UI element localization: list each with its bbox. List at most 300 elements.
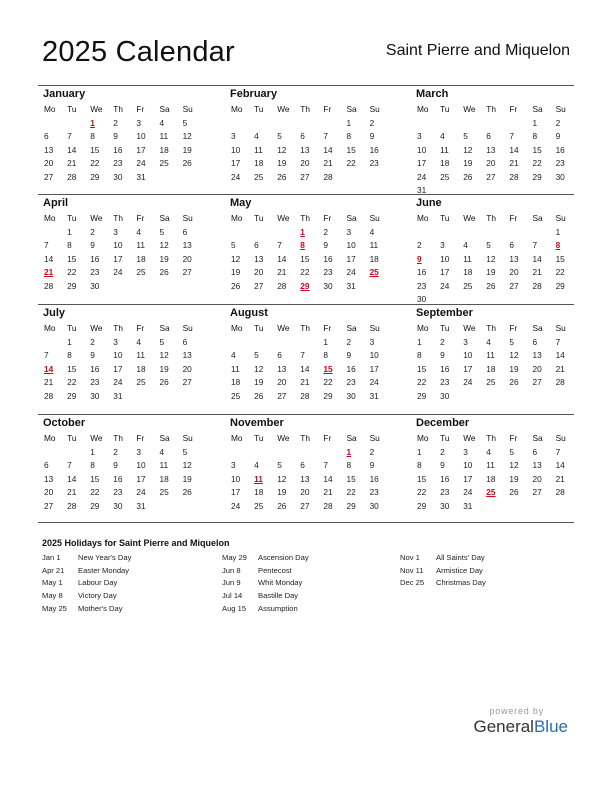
day-cell: 8 (323, 350, 328, 360)
week-row (42, 459, 204, 473)
day-cell: 27 (300, 171, 310, 182)
day-cell: 6 (300, 131, 305, 141)
holiday-entry (222, 552, 309, 565)
weekday-label: Sa (159, 213, 170, 223)
day-cell: 4 (159, 117, 165, 128)
month-march (415, 88, 577, 198)
week-row (415, 390, 577, 404)
weekday-label: We (90, 433, 103, 443)
empty-cell (554, 390, 577, 404)
day-cell: 20 (300, 487, 310, 497)
day-cell: 13 (182, 350, 192, 360)
weekday-label: Su (555, 323, 566, 333)
day-cell: 17 (463, 363, 473, 374)
day-cell: 26 (277, 171, 287, 182)
weekday-label: Fr (323, 433, 332, 443)
day-cell: 3 (346, 226, 352, 237)
weekday-header (415, 432, 577, 446)
weekday-label: Th (113, 433, 123, 443)
empty-cell (507, 293, 530, 307)
weekday-label: Tu (67, 213, 77, 223)
weekday-header (415, 212, 577, 226)
day-cell: 10 (463, 350, 473, 360)
month-name: May (230, 197, 252, 209)
day-cell: 14 (323, 473, 333, 484)
empty-cell (42, 226, 65, 240)
week-row (229, 130, 391, 144)
day-cell: 2 (323, 226, 328, 237)
day-cell: 3 (463, 336, 468, 347)
weekday-label: We (277, 104, 290, 114)
day-cell: 9 (323, 240, 328, 250)
day-cell: 18 (486, 473, 496, 484)
day-cell: 17 (113, 253, 123, 264)
weekday-label: Su (369, 433, 380, 443)
holiday-name: New Year's Day (78, 553, 132, 562)
day-cell: 15 (555, 253, 565, 264)
week-row (415, 184, 577, 198)
weekday-label: Fr (323, 104, 332, 114)
day-cell: 3 (113, 336, 118, 347)
day-cell: 24 (113, 267, 123, 277)
day-cell: 6 (532, 446, 538, 457)
day-cell: 10 (440, 253, 450, 264)
day-cell: 14 (44, 253, 54, 264)
day-cell: 18 (369, 253, 379, 264)
week-row (415, 349, 577, 363)
day-cell: 27 (509, 280, 519, 291)
day-cell: 28 (67, 500, 77, 511)
empty-cell (42, 446, 65, 460)
day-cell: 25 (440, 171, 450, 182)
weekday-label: Su (182, 213, 193, 223)
weekday-label: We (90, 213, 103, 223)
day-cell: 17 (369, 363, 379, 374)
weekday-label: Sa (346, 213, 357, 223)
day-cell: 14 (277, 253, 287, 264)
day-cell: 15 (67, 253, 77, 264)
day-cell: 6 (300, 460, 305, 470)
holiday-day: 8 (555, 240, 561, 250)
empty-cell (368, 171, 391, 185)
day-cell: 22 (67, 377, 77, 387)
holiday-entry (400, 552, 486, 565)
day-cell: 8 (67, 350, 72, 360)
week-row (42, 157, 204, 171)
empty-cell (275, 226, 298, 240)
empty-cell (461, 293, 484, 307)
week-row (42, 390, 204, 404)
empty-cell (157, 500, 180, 514)
month-august (229, 307, 391, 403)
day-cell: 13 (44, 473, 54, 484)
holiday-name: Pentecost (258, 565, 292, 575)
week-row (229, 266, 391, 280)
empty-cell (229, 117, 252, 131)
day-cell: 20 (532, 473, 542, 484)
week-row (42, 336, 204, 350)
week-row (415, 446, 577, 460)
day-cell: 16 (323, 253, 333, 264)
empty-cell (484, 500, 507, 514)
day-cell: 7 (300, 350, 305, 360)
week-row (229, 336, 391, 350)
weekday-label: Tu (254, 323, 264, 333)
day-cell: 20 (182, 253, 192, 264)
week-row (42, 130, 204, 144)
weekday-label: Su (555, 104, 566, 114)
day-cell: 15 (90, 473, 100, 484)
day-cell: 23 (369, 158, 379, 168)
empty-cell (134, 390, 157, 404)
empty-cell (530, 184, 553, 198)
day-cell: 13 (277, 363, 287, 374)
weekday-label: Fr (323, 213, 332, 223)
empty-cell (252, 336, 275, 350)
day-cell: 22 (67, 267, 77, 277)
week-row (415, 459, 577, 473)
weekday-label: Sa (346, 323, 357, 333)
day-cell: 4 (486, 446, 491, 457)
weekday-label: Tu (254, 213, 264, 223)
day-cell: 12 (509, 350, 519, 360)
day-cell: 31 (417, 185, 427, 195)
day-cell: 23 (323, 267, 333, 277)
day-cell: 16 (440, 473, 450, 484)
weekday-label: Mo (231, 104, 243, 114)
weekday-label: Su (555, 213, 566, 223)
day-cell: 21 (555, 363, 565, 374)
day-cell: 18 (486, 363, 496, 374)
day-cell: 18 (254, 487, 264, 497)
holiday-name: Victory Day (78, 591, 117, 601)
empty-cell (415, 226, 438, 240)
day-cell: 9 (440, 350, 445, 360)
day-cell: 26 (509, 377, 519, 387)
day-cell: 5 (159, 336, 165, 347)
day-cell: 31 (113, 390, 123, 401)
day-cell: 1 (417, 446, 422, 457)
empty-cell (484, 293, 507, 307)
day-cell: 10 (463, 460, 473, 470)
day-cell: 7 (555, 446, 561, 457)
weekday-label: Tu (67, 433, 77, 443)
day-cell: 9 (113, 131, 118, 141)
day-cell: 5 (231, 240, 236, 250)
day-cell: 30 (417, 294, 427, 304)
day-cell: 25 (254, 500, 264, 511)
holiday-date: Nov 1 (400, 553, 420, 562)
holiday-name: Assumption (258, 603, 298, 613)
day-cell: 28 (67, 171, 77, 182)
day-cell: 8 (532, 131, 538, 141)
day-cell: 5 (182, 117, 188, 128)
weekday-label: Th (300, 323, 310, 333)
empty-cell (530, 390, 553, 404)
day-cell: 2 (440, 336, 445, 347)
weekday-label: Th (113, 213, 123, 223)
holiday-entry (42, 552, 131, 565)
day-cell: 5 (254, 350, 259, 360)
empty-cell (461, 226, 484, 240)
day-cell: 28 (532, 280, 542, 291)
day-cell: 3 (231, 460, 236, 470)
holiday-name: Ascension Day (258, 553, 309, 562)
day-cell: 7 (555, 336, 561, 347)
weekday-label: Tu (440, 323, 450, 333)
day-cell: 22 (90, 487, 100, 497)
week-row (42, 486, 204, 500)
week-row (229, 390, 391, 404)
week-row (415, 144, 577, 158)
day-cell: 10 (231, 144, 241, 155)
week-row (229, 226, 391, 240)
week-row (415, 363, 577, 377)
empty-cell (111, 280, 134, 294)
weekday-label: Fr (509, 213, 518, 223)
day-cell: 26 (509, 487, 519, 497)
month-name: December (416, 417, 470, 429)
empty-cell (344, 171, 367, 185)
day-cell: 25 (231, 390, 241, 401)
day-cell: 13 (300, 144, 310, 155)
day-cell: 15 (346, 473, 356, 484)
day-cell: 6 (182, 336, 188, 347)
weekday-label: We (277, 433, 290, 443)
empty-cell (484, 226, 507, 240)
day-cell: 6 (509, 240, 514, 250)
week-row (415, 293, 577, 307)
day-cell: 14 (67, 144, 77, 155)
country-name: Saint Pierre and Miquelon (385, 42, 570, 59)
empty-cell (181, 390, 204, 404)
month-name: March (416, 88, 449, 100)
day-cell: 26 (277, 500, 287, 511)
brand-name-blue: Blue (533, 717, 568, 736)
weekday-label: Mo (44, 104, 56, 114)
week-row (415, 336, 577, 350)
day-cell: 4 (440, 131, 445, 141)
day-cell: 22 (417, 487, 427, 497)
day-cell: 30 (113, 171, 123, 182)
weekday-label: Sa (159, 433, 170, 443)
day-cell: 7 (44, 240, 49, 250)
empty-cell (484, 184, 507, 198)
day-cell: 26 (486, 280, 496, 291)
week-row (42, 363, 204, 377)
day-cell: 1 (555, 226, 561, 237)
day-cell: 19 (254, 377, 264, 387)
day-cell: 3 (136, 446, 141, 457)
day-cell: 3 (231, 131, 236, 141)
day-cell: 25 (159, 158, 169, 168)
day-cell: 23 (417, 280, 427, 291)
empty-cell (65, 117, 88, 131)
day-cell: 12 (159, 240, 169, 250)
day-cell: 8 (417, 460, 422, 470)
day-cell: 25 (136, 377, 146, 387)
day-cell: 21 (300, 377, 310, 387)
day-cell: 4 (463, 240, 468, 250)
day-cell: 27 (532, 487, 542, 497)
holiday-day: 29 (300, 280, 310, 291)
holiday-date: Dec 25 (400, 578, 425, 588)
day-cell: 10 (417, 144, 427, 155)
day-cell: 7 (323, 460, 328, 470)
day-cell: 20 (182, 363, 192, 374)
empty-cell (157, 280, 180, 294)
day-cell: 1 (417, 336, 422, 347)
weekday-label: Su (369, 323, 380, 333)
day-cell: 18 (254, 158, 264, 168)
empty-cell (275, 336, 298, 350)
day-cell: 16 (346, 363, 356, 374)
week-row (415, 130, 577, 144)
day-cell: 19 (463, 158, 473, 168)
weekday-label: Sa (532, 104, 543, 114)
weekday-label: Fr (136, 104, 145, 114)
day-cell: 19 (486, 267, 496, 277)
empty-cell (484, 390, 507, 404)
day-cell: 9 (369, 460, 375, 470)
month-october (42, 417, 204, 513)
week-row (229, 349, 391, 363)
day-cell: 20 (44, 487, 54, 497)
day-cell: 14 (300, 363, 310, 374)
empty-cell (530, 500, 553, 514)
day-cell: 4 (136, 226, 141, 237)
holiday-name: Armistice Day (436, 565, 483, 575)
empty-cell (484, 117, 507, 131)
day-cell: 16 (440, 363, 450, 374)
holiday-entry (42, 565, 131, 578)
month-name: June (416, 197, 442, 209)
day-cell: 4 (254, 131, 259, 141)
day-cell: 8 (90, 131, 95, 141)
week-row (229, 157, 391, 171)
empty-cell (252, 117, 275, 131)
weekday-label: Mo (231, 433, 243, 443)
day-cell: 16 (417, 267, 427, 277)
day-cell: 13 (509, 253, 519, 264)
week-row (229, 117, 391, 131)
day-cell: 20 (532, 363, 542, 374)
day-cell: 25 (159, 487, 169, 497)
day-cell: 5 (182, 446, 188, 457)
day-cell: 5 (277, 460, 282, 470)
empty-cell (461, 117, 484, 131)
holiday-day: 1 (90, 117, 95, 128)
day-cell: 26 (463, 171, 473, 182)
day-cell: 21 (555, 473, 565, 484)
week-row (229, 500, 391, 514)
day-cell: 4 (231, 350, 236, 360)
day-cell: 15 (417, 473, 427, 484)
weekday-label: Fr (136, 213, 145, 223)
weekday-label: Tu (440, 104, 450, 114)
day-cell: 26 (182, 487, 192, 497)
weekday-label: Fr (509, 323, 518, 333)
holiday-date: Aug 15 (222, 603, 247, 613)
day-cell: 31 (136, 500, 146, 511)
month-january (42, 88, 204, 184)
month-february (229, 88, 391, 184)
holiday-entry (400, 565, 486, 578)
day-cell: 24 (136, 487, 146, 497)
day-cell: 6 (44, 460, 49, 470)
day-cell: 23 (369, 487, 379, 497)
day-cell: 29 (90, 171, 100, 182)
week-row (415, 376, 577, 390)
day-cell: 18 (463, 267, 473, 277)
day-cell: 29 (90, 500, 100, 511)
day-cell: 12 (277, 144, 287, 155)
week-row (229, 376, 391, 390)
holiday-column (400, 552, 486, 590)
day-cell: 24 (136, 158, 146, 168)
day-cell: 20 (300, 158, 310, 168)
day-cell: 27 (532, 377, 542, 387)
month-july (42, 307, 204, 403)
empty-cell (134, 280, 157, 294)
day-cell: 20 (254, 267, 264, 277)
month-name: November (230, 417, 284, 429)
day-cell: 24 (231, 500, 241, 511)
holiday-day: 1 (346, 446, 352, 457)
day-cell: 21 (44, 377, 54, 387)
week-row (229, 459, 391, 473)
day-cell: 11 (159, 460, 169, 470)
month-name: January (43, 88, 86, 100)
day-cell: 12 (486, 253, 496, 264)
day-cell: 2 (113, 446, 118, 457)
holiday-day: 1 (300, 226, 305, 237)
week-row (229, 171, 391, 185)
holiday-name: Bastille Day (258, 591, 299, 601)
day-cell: 6 (182, 226, 188, 237)
weekday-label: Sa (532, 433, 543, 443)
day-cell: 1 (67, 336, 72, 347)
holiday-entry (222, 577, 309, 590)
day-cell: 22 (346, 487, 356, 497)
day-cell: 11 (136, 240, 145, 250)
weekday-label: Su (182, 433, 193, 443)
day-cell: 10 (113, 350, 123, 360)
weekday-label: Th (113, 323, 123, 333)
month-name: September (416, 307, 473, 319)
empty-cell (368, 280, 391, 294)
day-cell: 1 (67, 226, 72, 237)
weekday-label: Mo (231, 323, 243, 333)
day-cell: 30 (323, 280, 333, 291)
week-row (42, 376, 204, 390)
weekday-label: Su (555, 433, 566, 443)
day-cell: 23 (90, 377, 100, 387)
weekday-label: Th (486, 433, 496, 443)
day-cell: 3 (113, 226, 118, 237)
day-cell: 14 (532, 253, 542, 264)
weekday-label: Tu (440, 213, 450, 223)
day-cell: 15 (417, 363, 427, 374)
day-cell: 21 (67, 487, 77, 497)
day-cell: 18 (440, 158, 450, 168)
weekday-label: We (90, 323, 103, 333)
day-cell: 3 (440, 240, 445, 250)
day-cell: 7 (67, 460, 72, 470)
day-cell: 13 (254, 253, 264, 264)
month-april (42, 197, 204, 293)
weekday-label: Th (113, 104, 123, 114)
